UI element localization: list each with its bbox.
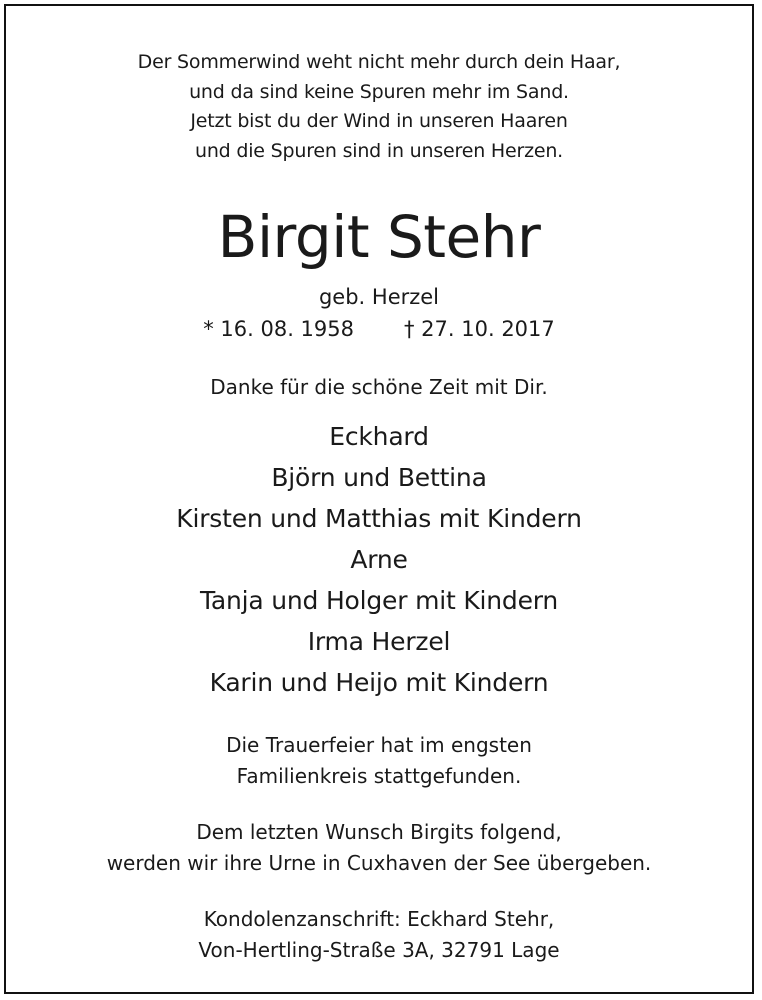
burial-wish (6, 817, 752, 879)
mourner: Eckhard (329, 422, 429, 451)
maiden-name: geb. Herzel (318, 285, 440, 309)
poem-line: Der Sommerwind weht nicht mehr durch dein Haar, (137, 51, 621, 73)
birth-date: * 16. 08. 1958 (203, 317, 354, 341)
mourner: Björn und Bettina (271, 463, 487, 492)
wish-line: werden wir ihre Urne in Cuxhaven der See übergeben. (106, 851, 652, 875)
mourner: Tanja und Holger mit Kindern (199, 586, 559, 615)
death-date: † 27. 10. 2017 (404, 317, 555, 341)
address-line: Von-Hertling-Straße 3A, 32791 Lage (198, 938, 560, 962)
mourners-list (6, 416, 752, 703)
thanks-line: Danke für die schöne Zeit mit Dir. (210, 375, 548, 399)
obituary-notice (4, 4, 754, 994)
deceased-name: Birgit Stehr (217, 203, 541, 271)
poem-line: Jetzt bist du der Wind in unseren Haaren (190, 110, 568, 132)
service-line: Die Trauerfeier hat im engsten (226, 733, 532, 757)
service-notice (6, 730, 752, 792)
service-line: Familienkreis stattgefunden. (236, 764, 522, 788)
life-dates (6, 314, 752, 344)
poem (6, 48, 752, 166)
address-line: Kondolenzanschrift: Eckhard Stehr, (203, 907, 555, 931)
wish-line: Dem letzten Wunsch Birgits folgend, (196, 820, 562, 844)
mourner: Irma Herzel (307, 627, 451, 656)
poem-line: und da sind keine Spuren mehr im Sand. (189, 80, 569, 103)
mourner: Kirsten und Matthias mit Kindern (176, 504, 582, 533)
condolence-address (6, 904, 752, 966)
poem-line: und die Spuren sind in unseren Herzen. (194, 139, 564, 162)
mourner: Arne (350, 545, 408, 574)
mourner: Karin und Heijo mit Kindern (209, 668, 549, 697)
